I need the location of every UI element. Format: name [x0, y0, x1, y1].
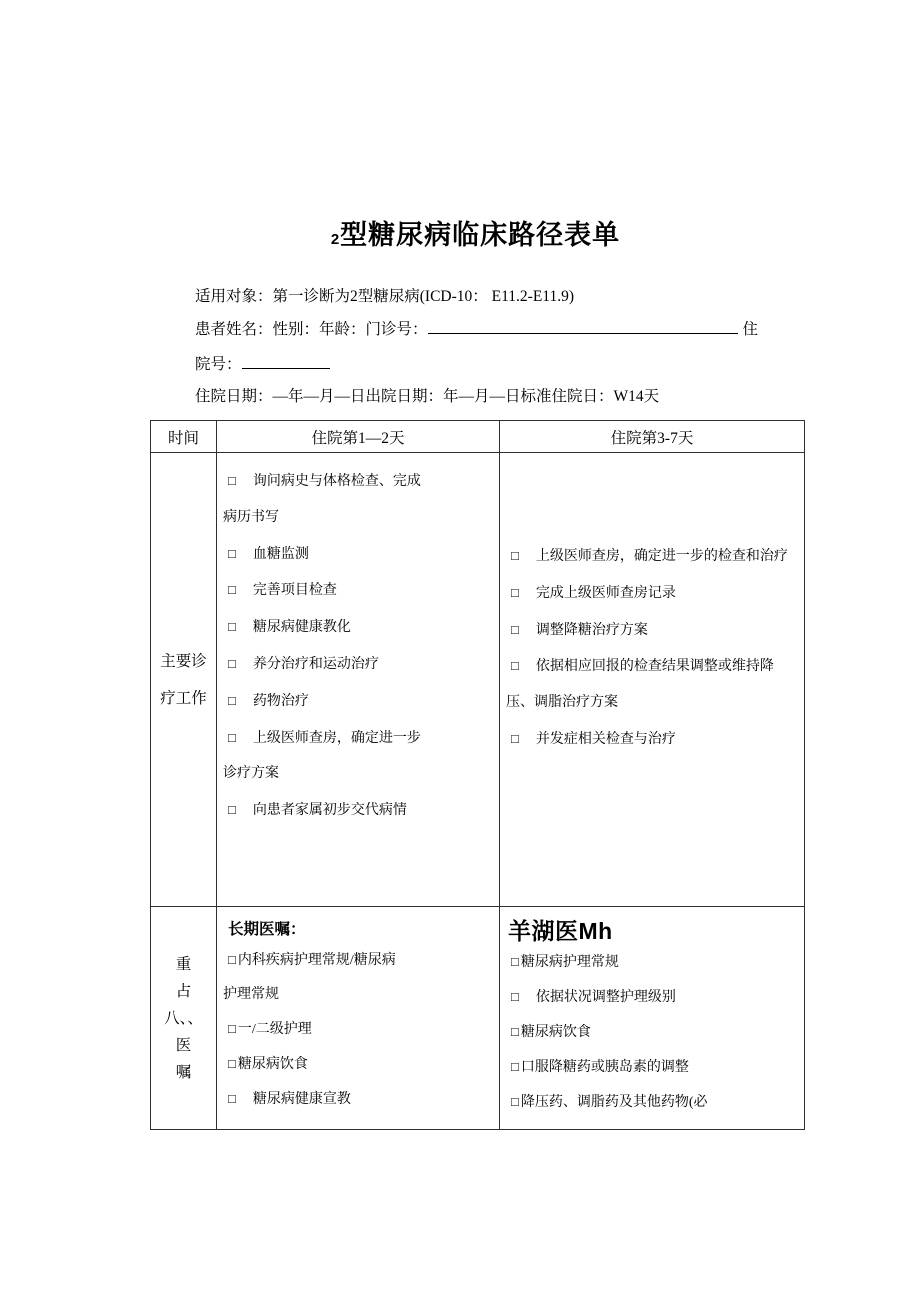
- underline-blank-long: [428, 318, 738, 334]
- long-term-orders-heading-right: 羊湖医Mh: [508, 918, 613, 944]
- checkbox-icon: □: [228, 655, 236, 671]
- checklist-line: [506, 575, 802, 612]
- row-label-line: 重: [175, 955, 192, 973]
- checklist-item-text: 一/二级护理: [237, 1022, 312, 1037]
- orders-days-3-7-cell: [500, 907, 805, 1130]
- patient-info-tail: 住: [742, 321, 759, 338]
- row-label-line: 占: [175, 982, 192, 1000]
- checkbox-icon: □: [228, 1021, 236, 1036]
- checklist-item-text: 向患者家属初步交代病情: [252, 803, 407, 819]
- checklist-line: [506, 1085, 802, 1120]
- checkbox-icon: □: [228, 692, 236, 708]
- row-label-line: 医: [175, 1036, 192, 1054]
- checklist-line: [506, 538, 802, 575]
- page-title: [150, 213, 801, 252]
- title-main: 型糖尿病临床路径表单: [340, 220, 621, 250]
- checklist-line: [223, 683, 497, 720]
- checkbox-icon: □: [511, 989, 519, 1004]
- checklist-line: [506, 945, 802, 980]
- orders-days-1-2-list: [223, 943, 497, 1117]
- checkbox-icon: □: [511, 1059, 519, 1074]
- checklist-line: [223, 1012, 497, 1047]
- orders-days-3-7-list: [506, 945, 802, 1120]
- checklist-line: [223, 1082, 497, 1117]
- checkbox-icon: □: [511, 548, 519, 563]
- title-subscript: 2: [330, 231, 341, 248]
- checklist-line: [506, 685, 802, 721]
- checklist-item-text: 完成上级医师查房记录: [535, 585, 676, 601]
- checklist-item-text: 上级医师查房，确定进一步的检查和治疗: [535, 549, 788, 564]
- patient-info-line: [195, 317, 758, 339]
- checklist-item-text: 并发症相关检查与治疗: [535, 731, 676, 747]
- row-label-line: 八、、: [164, 1009, 203, 1027]
- table-header-row: [151, 421, 805, 453]
- checklist-item-text: 药物治疗: [252, 693, 309, 709]
- row-label-main-work: [151, 453, 217, 907]
- checklist-line: [223, 792, 497, 829]
- checklist-line: [223, 572, 497, 609]
- col-header-days-1-2: 住院第1—2天: [217, 421, 500, 453]
- checklist-item-text: 内科疾病护理常规/糖尿病: [237, 953, 396, 968]
- main-work-days-1-2-cell: [217, 453, 500, 907]
- row-label-line: 主要诊: [160, 652, 207, 670]
- checklist-item-text: 压、调脂治疗方案: [506, 695, 618, 711]
- checklist-line: [506, 612, 802, 649]
- checklist-line: [223, 943, 497, 978]
- checklist-line: [223, 1047, 497, 1082]
- checklist-line: [223, 609, 497, 646]
- orders-days-1-2-cell: [217, 907, 500, 1130]
- admission-number-line: [195, 352, 330, 374]
- row-label-line: 嘱: [175, 1063, 192, 1081]
- row-label-key-orders: [151, 907, 217, 1130]
- checkbox-icon: □: [228, 545, 236, 561]
- checklist-item-text: 血糖监测: [252, 546, 309, 562]
- checkbox-icon: □: [228, 1091, 236, 1106]
- table-row-main-diagnosis-work: [151, 453, 805, 907]
- checklist-line: [506, 648, 802, 685]
- checklist-item-text: 降压药、调脂药及其他药物(必: [520, 1095, 708, 1110]
- checkbox-icon: □: [511, 730, 519, 746]
- checkbox-icon: □: [228, 1056, 236, 1071]
- checklist-item-text: 糖尿病护理常规: [520, 955, 619, 970]
- checkbox-icon: □: [511, 584, 519, 600]
- checkbox-icon: □: [511, 658, 519, 674]
- underline-blank-short: [242, 353, 330, 369]
- checkbox-icon: □: [511, 1094, 519, 1109]
- col-header-days-3-7: 住院第3-7天: [500, 421, 805, 453]
- checklist-item-text: 依据状况调整护理级别: [535, 990, 676, 1005]
- checklist-item-text: 糖尿病饮食: [237, 1057, 308, 1072]
- table-row-key-orders: [151, 907, 805, 1130]
- checklist-line: [506, 1050, 802, 1085]
- document-content: [150, 0, 801, 1301]
- checkbox-icon: □: [511, 1024, 519, 1039]
- col-header-time: 时间: [151, 421, 217, 453]
- checklist-line: [223, 720, 497, 757]
- applicable-object-line: 适用对象：第一诊断为2型糖尿病(ICD-10： E11.2-E11.9): [195, 288, 575, 305]
- admission-number-label: 院号：: [195, 356, 242, 373]
- dates-line: 住院日期：—年—月—日出院日期：年—月—日标准住院日：W14天: [195, 388, 660, 405]
- checklist-item-text: 养分治疗和运动治疗: [252, 656, 379, 672]
- checklist-line: [223, 463, 497, 500]
- main-work-days-3-7-cell: [500, 453, 805, 907]
- checklist-line: [223, 646, 497, 683]
- checkbox-icon: □: [228, 619, 236, 635]
- checklist-line: [506, 1015, 802, 1050]
- checklist-item-text: 询问病史与体格检查、完成: [252, 474, 421, 489]
- checklist-line: [506, 721, 802, 758]
- checklist-line: [223, 756, 497, 792]
- checklist-line: [223, 536, 497, 573]
- clinical-pathway-table: [150, 420, 805, 1130]
- checkbox-icon: □: [228, 952, 236, 967]
- checklist-line: [223, 500, 497, 536]
- checkbox-icon: □: [511, 954, 519, 969]
- checklist-item-text: 糖尿病饮食: [520, 1025, 591, 1040]
- checklist-item-text: 完善项目检查: [252, 583, 337, 599]
- row-label-line: 疗工作: [160, 689, 207, 707]
- checklist-item-text: 依据相应回报的检查结果调整或维持降: [535, 659, 774, 675]
- checklist-line: [223, 978, 497, 1012]
- checklist-item-text: 糖尿病健康宣教: [252, 1092, 351, 1107]
- checklist-item-text: 糖尿病健康教化: [252, 620, 351, 636]
- checkbox-icon: □: [511, 621, 519, 637]
- checklist-item-text: 调整降糖治疗方案: [535, 622, 648, 638]
- checklist-item-text: 诊疗方案: [223, 766, 279, 782]
- checklist-item-text: 口服降糖药或胰岛素的调整: [520, 1060, 689, 1075]
- checklist-item-text: 上级医师查房，确定进一步: [252, 730, 421, 746]
- checkbox-icon: □: [228, 473, 236, 488]
- checkbox-icon: □: [228, 729, 236, 745]
- checklist-line: [506, 980, 802, 1015]
- checklist-item-text: 病历书写: [223, 509, 279, 525]
- checklist-item-text: 护理常规: [223, 987, 279, 1002]
- patient-info-labels: 患者姓名：性别：年龄：门诊号：: [195, 321, 428, 338]
- checkbox-icon: □: [228, 582, 236, 598]
- checkbox-icon: □: [228, 802, 236, 818]
- long-term-orders-heading: 长期医嘱：: [228, 921, 306, 938]
